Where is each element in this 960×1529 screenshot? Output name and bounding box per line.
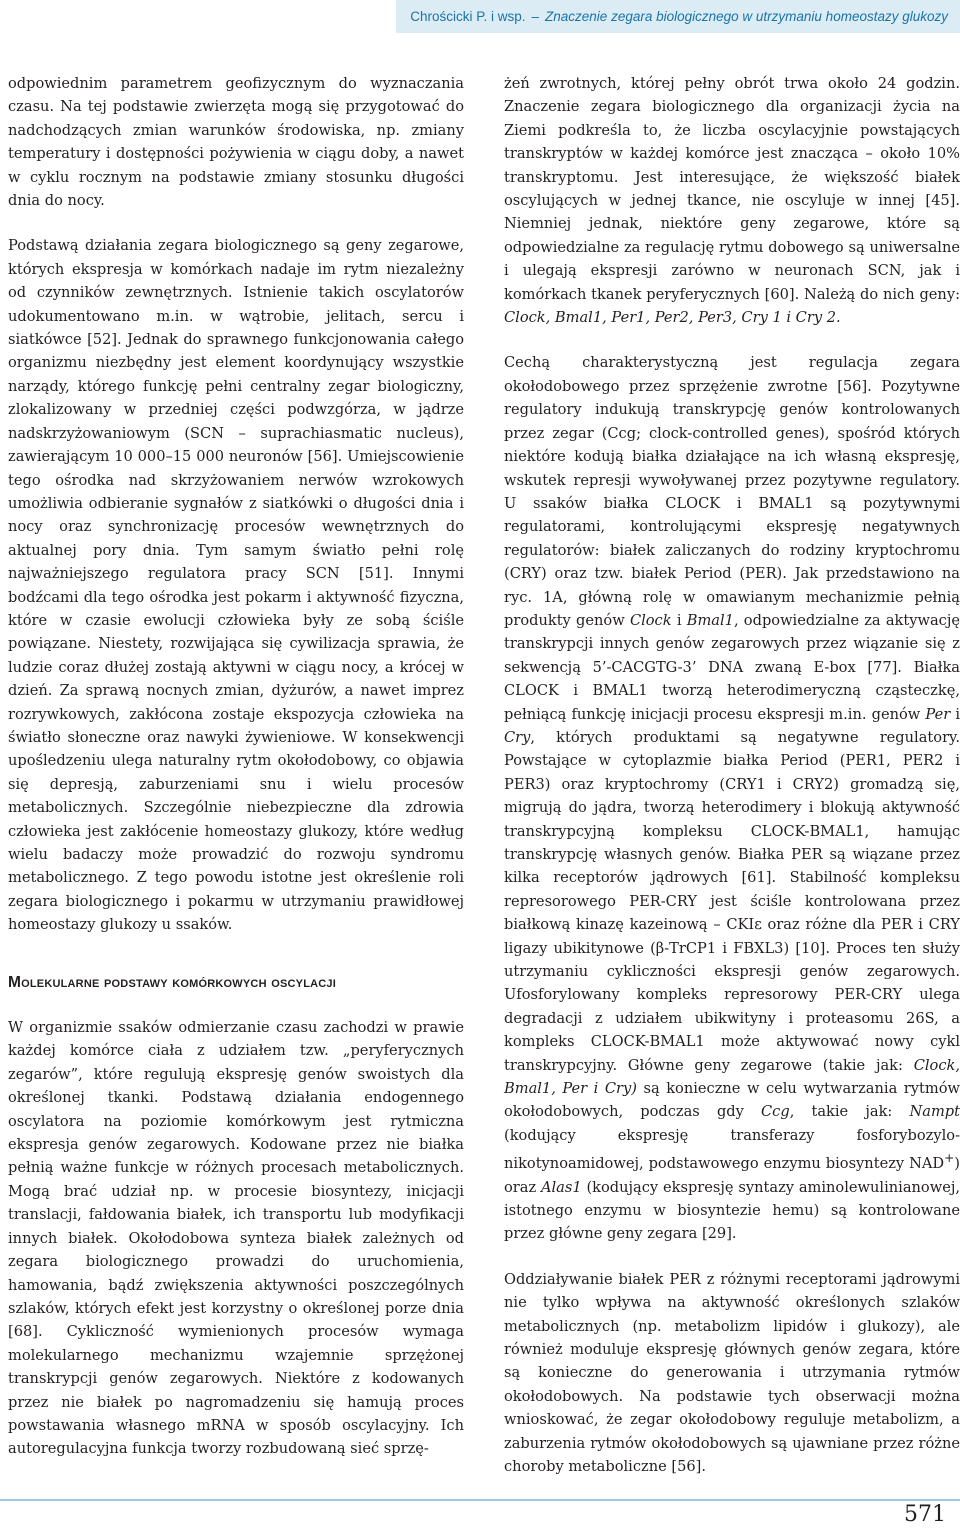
footer-rule: [0, 1499, 960, 1501]
paragraph-clock-genes: Podstawą działania zegara biologicznego są geny zegarowe, których ekspresja w komórkach nadaje im rytm niezależny od czynników zewnętrznych. Istnienie takich oscylatorów udokumentowano m.in. w wątrobie, jelitach, sercu i siatkówce [52]. Jednak do sprawnego funkcjonowania całego organizmu niezbędny jest element koordynujący wszystkie narządy, którego funkcję pełni centralny zegar biologiczny, zlokalizowany w przedniej części podwzgórza, w jądrze nadskrzyżowaniowym (SCN – suprachiasmatic nucleus), zawierającym 10 000–15 000 neuronów [56]. Umiejscowienie tego ośrodka nad skrzyżowaniem nerwów wzrokowych umożliwia odbieranie sygnałów z siatkówki o długości dnia i nocy oraz synchronizację procesów wewnętrznych do aktualnej pory dnia. Tym samym światło pełni rolę najważniejszego regulatora pracy SCN [51]. Innymi bodźcami dla tego ośrodka jest pokarm i aktywność fizyczna, które w czasie ewolucji człowieka były ze sobą ściśle powiązane. Niestety, rozwijająca się cywilizacja sprawia, że ludzie coraz dłużej zostają aktywni w ciągu nocy, a krócej w dzień. Za sprawą nocnych zmian, dyżurów, a nawet imprez rozrywkowych, zakłócona zostaje ekspozycja człowieka na światło słoneczne oraz nawyki żywieniowe. W konsekwencji upośledzeniu ulega naturalny rytm okołodobowy, co objawia się depresją, zaburzeniami snu i wielu procesów metabolicznych. Szczególnie niebezpieczne dla zdrowia człowieka jest zakłócenie homeostazy glukozy, które według wielu badaczy może prowadzić do rozwoju syndromu metabolicznego. Z tego powodu istotne jest określenie roli zegara biologicznego i pokarmu w utrzymaniu prawidłowej homeostazy glukozy u ssaków.: [8, 237, 464, 934]
gene-list: Clock, Bmal1, Per i Cry): [504, 1056, 960, 1098]
text-run: (kodujący ekspresję transferazy fosforybozylo-nikotynoamidowej, podstawowego enzymu biosyntezy NAD: [504, 1126, 960, 1173]
text-run: i: [950, 705, 960, 723]
running-head-title: Znaczenie zegara biologicznego w utrzymaniu homeostazy glukozy: [545, 9, 948, 24]
text-run: i: [671, 611, 687, 629]
paragraph-per-receptors: Oddziaływanie białek PER z różnymi receptorami jądrowymi nie tylko wpływa na aktywność określonych szlaków metabolicznych (np. metabolizm lipidów i glukozy), ale również moduluje ekspresję głównych genów zegara, które są konieczne do generowania i utrzymania rytmów okołodobowych. Na podstawie tych obserwacji można wnioskować, że zegar okołodobowy reguluje metabolizm, a zaburzenia rytmów okołodobowych są ujawniane przez różne choroby metaboliczne [56].: [504, 1270, 960, 1476]
text-run: Cechą charakterystyczną jest regulacja zegara okołodobowego przez sprzężenie zwrotne [56]. Pozytywne regulatory indukują transkrypcję genów kontrolowanych przez zegar (Ccg; clock-controlled genes), spośród których niektóre kodują białka działające na ich własną ekspresję, wskutek represji wywoływanej przez pozytywne regulatory. U ssaków białka CLOCK i BMAL1 są pozytywnymi regulatorami, kontrolującymi ekspresję negatywnych regulatorów: białek zaliczanych do rodziny kryptochromu (CRY) oraz tzw. białek Period (PER). Jak przedstawiono na ryc. 1A, główną rolę w omawianym mechanizmie pełnią produkty genów: [504, 354, 960, 629]
text-run: są konieczne w celu wytwarzania rytmów okołodobowych, podczas gdy: [504, 1080, 960, 1121]
paragraph-feedback-loops: [504, 72, 960, 329]
section-heading: Molekularne podstawy komórkowych oscylacji: [8, 973, 336, 991]
paragraph-molecular-basis: W organizmie ssaków odmierzanie czasu zachodzi w prawie każdej komórce ciała z udziałem tzw. „peryferycznych zegarów”, które regulują ekspresję genów swoistych dla określonej tkanki. Podstawą działania endogennego oscylatora na poziomie komórkowym jest rytmiczna ekspresja genów zegarowych. Kodowane przez nie białka pełnią ważne funkcje w różnych procesach metabolicznych. Mogą brać udział np. w procesie biosyntezy, inicjacji translacji, fałdowania białek, ich transportu lub modyfikacji innych białek. Okołodobowa synteza białek zależnych od zegara biologicznego prowadzi do uruchomienia, hamowania, bądź zwiększenia aktywności poszczególnych szlaków, których efekt jest korzystny o określonej porze dnia [68]. Cykliczność wymienionych procesów wymaga molekularnego mechanizmu wzajemnie sprzężonej transkrypcji genów zegarowych. Niektóre z kodowanych przez nie białek po nagromadzeniu się hamują proces powstawania własnego mRNA w sposób oscylacyjny. Ich autoregulacyjna funkcja tworzy rozbudowaną sieć sprzę-: [8, 1019, 464, 1458]
left-column: [8, 72, 464, 1483]
text-run: , odpowiedzialne za aktywację transkrypcji innych genów zegarowych przez wiązanie się z sekwencją 5’-CACGTG-3’ DNA zwaną E-box [77]. Białka CLOCK i BMAL1 tworzą heterodimeryczną cząsteczkę, pełniącą funkcję inicjacji procesu ekspresji m.in. genów: [504, 611, 960, 723]
gene-name: Bmal1: [686, 611, 734, 629]
gene-name: Alas1: [540, 1178, 582, 1196]
text-run: (kodujący ekspresję syntazy aminolewulinianowej, istotnego enzymu w biosyntezie hemu) są kontrolowane przez główne geny zegara [29].: [504, 1178, 960, 1243]
superscript: +: [944, 1151, 955, 1166]
gene-name: Clock: [629, 611, 672, 629]
running-head-separator: –: [531, 9, 540, 24]
right-column: [504, 72, 960, 1500]
text-run: , takie jak:: [789, 1103, 910, 1121]
text-run: ) oraz: [504, 1155, 960, 1196]
text-run: żeń zwrotnych, której pełny obrót trwa około 24 godzin. Znaczenie zegara biologicznego dla organizacji życia na Ziemi podkreśla to, że liczba oscylacyjnie powstających transkryptów w każdej komórce jest znacząca – około 10% transkryptomu. Jest interesujące, że większość białek oscylujących w jednej tkance, nie oscyluje w innej [45]. Niemniej jednak, niektóre geny zegarowe, które są odpowiedzialne za regulację rytmu dobowego są uniwersalne i ulegają ekspresji zarówno w neuronach SCN, jak i komórkach tkanek peryferycznych [60]. Należą do nich geny:: [504, 75, 960, 303]
page-number: 571: [904, 1502, 946, 1527]
running-head: [396, 0, 960, 33]
running-head-authors: Chrościcki P. i wsp.: [410, 9, 526, 24]
gene-name: Nampt: [909, 1103, 960, 1121]
gene-name: Ccg: [761, 1103, 790, 1121]
paragraph-feedback-regulation: [504, 351, 960, 1245]
text-run: , których produktami są negatywne regulatory. Powstające w cytoplazmie białka Period (PER1, PER2 i PER3) oraz kryptochromy (CRY1 i CRY2) gromadzą się, migrują do jądra, tworzą heterodimery i blokują aktywność transkrypcyjną kompleksu CLOCK-BMAL1, hamując transkrypcję własnych genów. Białka PER są wiązane przez kilka receptorów jądrowych [61]. Stabilność kompleksu represorowego PER-CRY jest ściśle kontrolowana przez białkową kinazę kazeinową – CKIε oraz różne dla PER i CRY ligazy ubikitynowe (β-TrCP1 i FBXL3) [10]. Proces ten służy utrzymaniu cykliczności ekspresji genów zegarowych. Ufosforylowany kompleks represorowy PER-CRY ulega degradacji z udziałem ubikwityny i proteasomu 26S, a kompleks CLOCK-BMAL1 może aktywować nowy cykl transkrypcyjny. Główne geny zegarowe (takie jak:: [504, 728, 960, 1074]
gene-name: Cry: [504, 728, 531, 746]
gene-list: Clock, Bmal1, Per1, Per2, Per3, Cry 1 i Cry 2.: [504, 309, 841, 327]
gene-name: Per: [925, 705, 951, 723]
paragraph-continued: odpowiednim parametrem geofizycznym do wyznaczania czasu. Na tej podstawie zwierzęta mogą się przygotować do nadchodzących zmian warunków środowiska, np. zmiany temperatury i dostępności pożywienia w ciągu doby, a nawet w cyklu rocznym na podstawie zmiany stosunku długości dnia do nocy.: [8, 75, 464, 210]
